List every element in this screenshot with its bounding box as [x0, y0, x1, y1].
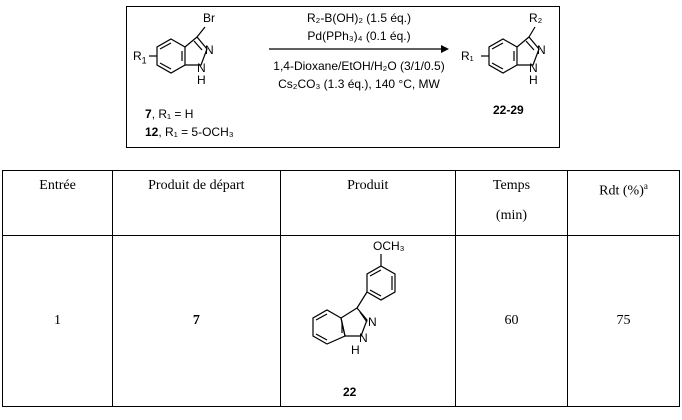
header-rdt: Rdt (%)$^a$	[568, 171, 680, 236]
header-temps-unit: (min)	[495, 208, 528, 223]
product-r1-label: R₁	[461, 49, 474, 63]
cell-entry: 1	[3, 236, 113, 407]
header-temps-label: Temps	[492, 178, 531, 193]
cell-product	[280, 236, 455, 407]
header-temps	[455, 171, 567, 236]
reactant-r1-label: $R_1$	[133, 49, 147, 66]
product-n-label: N	[537, 43, 546, 57]
header-entree: Entrée	[3, 171, 113, 236]
table-row	[3, 236, 680, 407]
compound-12-label: 12, R₁ = 5-OCH₃	[145, 125, 234, 139]
reactant-n-label: N	[205, 43, 214, 57]
cell-start: 7	[113, 236, 280, 407]
product-h-label: H	[350, 343, 360, 357]
product-n-label-2: N	[367, 315, 377, 329]
product-nh-h-label: H	[529, 73, 538, 87]
reaction-arrowhead	[441, 45, 449, 53]
product-range-label: 22-29	[493, 103, 524, 117]
results-table	[2, 170, 680, 407]
product-r2-label: R₂	[529, 11, 543, 25]
reactant-benzene-ring	[157, 39, 185, 73]
product-och3-label: OCH₃	[372, 239, 405, 253]
table-header-row	[3, 171, 680, 236]
reactant-br-label: Br	[203, 11, 215, 25]
reactant-nh-n-label: N	[197, 61, 206, 75]
product-22-number: 22	[342, 385, 356, 399]
cell-time: 60	[455, 236, 567, 407]
condition-base-temp: Cs₂CO₃ (1.3 éq.), 140 °C, MW	[278, 77, 440, 91]
compound-7-label: 7, R₁ = H	[145, 107, 194, 121]
product-nh-n-label: N	[529, 61, 538, 75]
product-benzene-ring	[489, 39, 517, 73]
condition-reagent: R₂-B(OH)₂ (1.5 éq.)	[307, 11, 411, 25]
reactant-nh-h-label: H	[197, 73, 206, 87]
condition-catalyst: Pd(PPh₃)₄ (0.1 éq.)	[307, 29, 411, 43]
cell-yield: 75	[568, 236, 680, 407]
header-produit-depart: Produit de départ	[113, 171, 280, 236]
header-rdt-footnote: a	[643, 181, 648, 191]
reaction-scheme	[126, 6, 560, 148]
condition-solvent: 1,4-Dioxane/EtOH/H₂O (3/1/0.5)	[273, 59, 445, 73]
product-22-structure	[281, 236, 457, 406]
header-produit: Produit	[280, 171, 455, 236]
product-n-label-1: N	[358, 331, 368, 345]
